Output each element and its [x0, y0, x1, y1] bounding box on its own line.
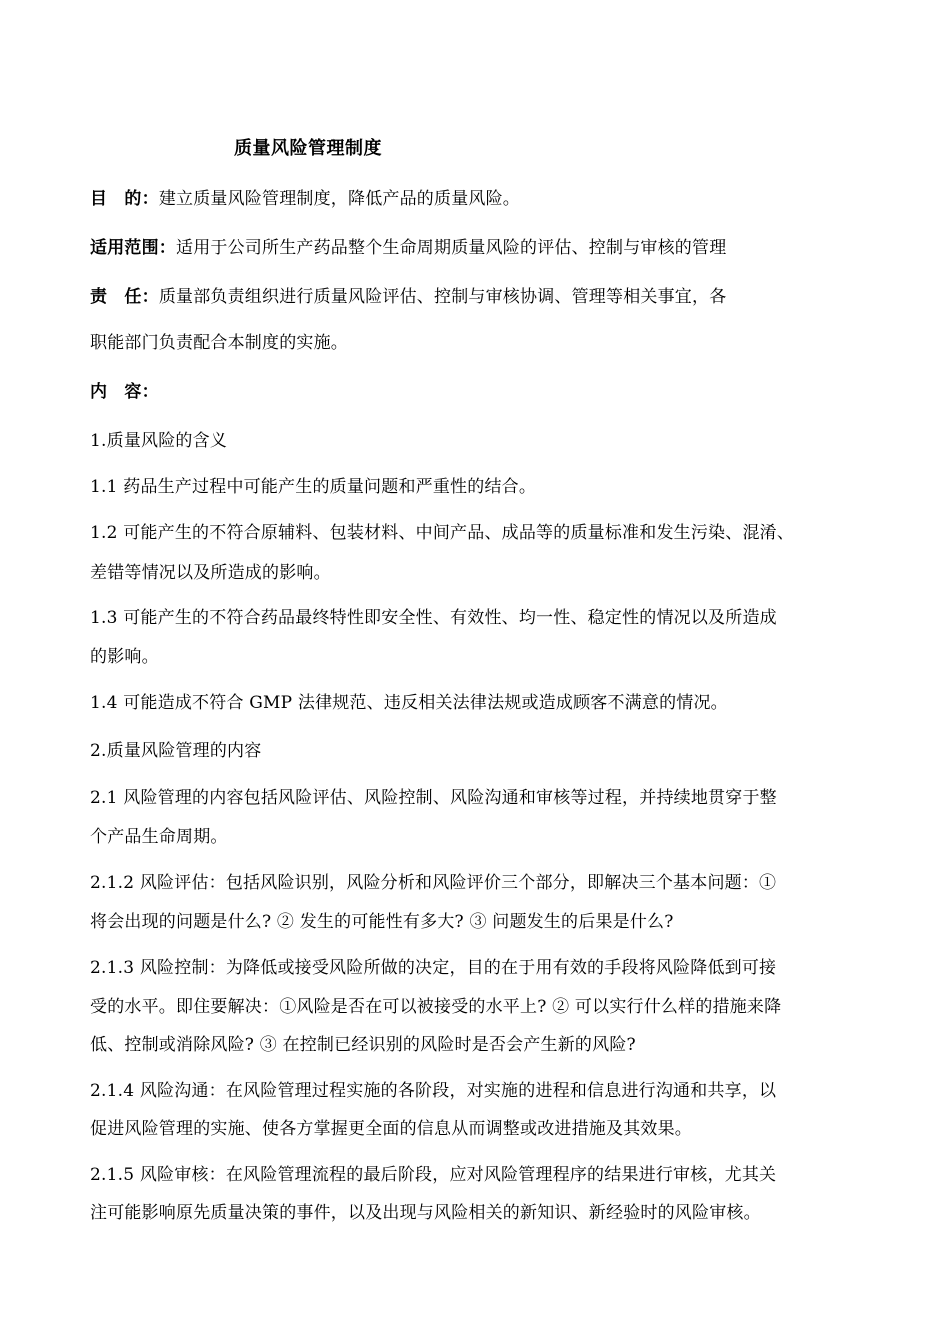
responsibility-label: 责 任： [90, 287, 159, 307]
paragraph-line: 1.1 药品生产过程中可能产生的质量问题和严重性的结合。 [90, 477, 537, 497]
purpose-text: 建立质量风险管理制度，降低产品的质量风险。 [158, 189, 521, 209]
document-title: 质量风险管理制度 [234, 138, 382, 159]
scope-label: 适用范围： [90, 238, 176, 258]
paragraph-line: 2.1 风险管理的内容包括风险评估、风险控制、风险沟通和审核等过程，并持续地贯穿于整 [90, 788, 777, 808]
responsibility-text-2: 职能部门负责配合本制度的实施。 [90, 333, 348, 353]
paragraph-line: 2.1.3 风险控制：为降低或接受风险所做的决定，目的在于用有效的手段将风险降低到可接 [90, 958, 777, 978]
scope-text: 适用于公司所生产药品整个生命周期质量风险的评估、控制与审核的管理 [176, 238, 727, 258]
content-label: 内 容： [90, 382, 159, 402]
paragraph-line: 个产品生命周期。 [90, 827, 228, 847]
paragraph-line: 1.质量风险的含义 [90, 431, 228, 451]
paragraph-line: 差错等情况以及所造成的影响。 [90, 563, 331, 583]
responsibility-line [90, 282, 726, 307]
paragraph-line: 2.1.5 风险审核：在风险管理流程的最后阶段，应对风险管理程序的结果进行审核，尤其关 [90, 1165, 777, 1185]
paragraph-line: 1.3 可能产生的不符合药品最终特性即安全性、有效性、均一性、稳定性的情况以及所造成 [90, 608, 777, 628]
paragraph-line: 促进风险管理的实施、使各方掌握更全面的信息从而调整或改进措施及其效果。 [90, 1119, 692, 1139]
paragraph-line: 低、控制或消除风险? ③ 在控制已经识别的风险时是否会产生新的风险? [90, 1035, 636, 1055]
paragraph-line: 的影响。 [90, 647, 159, 667]
scope-line [90, 233, 726, 258]
responsibility-text-1: 质量部负责组织进行质量风险评估、控制与审核协调、管理等相关事宜，各 [158, 287, 727, 307]
paragraph-line: 注可能影响原先质量决策的事件，以及出现与风险相关的新知识、新经验时的风险审核。 [90, 1203, 761, 1223]
purpose-line [90, 184, 520, 209]
paragraph-line: 受的水平。即住要解决：①风险是否在可以被接受的水平上? ② 可以实行什么样的措施来降 [90, 997, 782, 1017]
paragraph-line: 1.4 可能造成不符合 GMP 法律规范、违反相关法律法规或造成顾客不满意的情况。 [90, 693, 728, 713]
paragraph-line: 2.1.2 风险评估：包括风险识别，风险分析和风险评价三个部分，即解决三个基本问题：① [90, 873, 777, 893]
paragraph-line: 1.2 可能产生的不符合原辅料、包装材料、中间产品、成品等的质量标准和发生污染、混淆、 [90, 523, 795, 543]
purpose-label: 目 的： [90, 189, 159, 209]
paragraph-line: 2.1.4 风险沟通：在风险管理过程实施的各阶段，对实施的进程和信息进行沟通和共享，以 [90, 1081, 777, 1101]
paragraph-line: 2.质量风险管理的内容 [90, 741, 262, 761]
paragraph-line: 将会出现的问题是什么? ② 发生的可能性有多大? ③ 问题发生的后果是什么? [90, 912, 674, 932]
